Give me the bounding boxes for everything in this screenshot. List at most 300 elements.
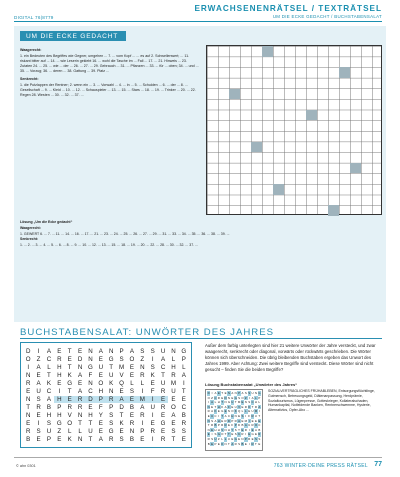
letter-cell[interactable]: S	[36, 427, 41, 435]
letter-cell[interactable]: E	[98, 371, 103, 379]
footer-copyright: © ahn 0301	[16, 464, 36, 468]
letter-cell[interactable]: E	[171, 419, 176, 427]
letter-cell[interactable]: A	[98, 435, 103, 443]
solution-letter: K	[238, 432, 241, 437]
letter-cell[interactable]: E	[119, 427, 124, 435]
solution-letter: R	[224, 423, 227, 428]
letter-cell[interactable]: A	[77, 387, 83, 395]
letter-cell[interactable]: E	[77, 379, 83, 387]
solution-letter: I	[248, 418, 250, 423]
solution-letter: T	[221, 413, 224, 418]
solution-letter: I	[208, 400, 210, 405]
solution-letter: E	[217, 441, 220, 446]
letter-cell[interactable]: E	[77, 347, 83, 355]
solution-letter: I	[245, 413, 247, 418]
letter-cell[interactable]: A	[181, 371, 186, 379]
solution-letter: C	[214, 395, 217, 400]
letter-cell[interactable]: L	[182, 363, 186, 371]
letter-cell[interactable]: E	[158, 396, 168, 403]
solution-letter: T	[234, 400, 237, 405]
solution-letter: A	[214, 391, 217, 395]
solution-letter: E	[241, 418, 244, 423]
letter-cell[interactable]: U	[98, 363, 104, 371]
letter-cell[interactable]: T	[67, 387, 72, 395]
letter-cell[interactable]: G	[160, 419, 166, 427]
wordsearch-rule	[20, 338, 382, 339]
solution-letter: V	[221, 427, 224, 432]
solution-letter: E	[258, 418, 261, 423]
letter-cell[interactable]: C	[88, 387, 93, 395]
crossword-grid[interactable]	[206, 45, 382, 215]
solution-letter: K	[234, 409, 237, 414]
letter-cell[interactable]: G	[56, 419, 62, 427]
wordsearch-solution-title: Lösung Buchstabensalat „Unwörter des Jahres“	[205, 382, 298, 387]
letter-cell[interactable]: P	[46, 435, 51, 443]
solution-letter: E	[231, 436, 234, 441]
letter-cell[interactable]: I	[37, 419, 40, 427]
letter-cell[interactable]: B	[129, 435, 134, 443]
solution-letter: I	[218, 413, 220, 418]
letter-cell[interactable]: T	[88, 435, 93, 443]
letter-cell[interactable]: I	[27, 363, 30, 371]
grid-block	[350, 163, 361, 174]
letter-cell[interactable]: S	[181, 427, 186, 435]
solution-letter: T	[255, 441, 257, 446]
letter-cell[interactable]: N	[88, 379, 93, 387]
letter-cell[interactable]: L	[171, 355, 176, 363]
solution-letter: G	[234, 436, 237, 441]
letter-cell[interactable]: T	[119, 411, 124, 419]
wordsearch-solution-text: SOZIALVERTRÄGLICHES FRÜHABLEBEN, Entsorgungsflüchtlinge, Gutmensch, Betreuungsgeld, Diätenanpassung, Herdprämie, Sozialtourismus, Lügenpresse, Gotteskrieger, Kollateralschaden, Humankapital, Notleidende Banken, Rentnerschwemme, Hysterie, Alternativlos, Opfer-Abo ...	[268, 389, 375, 413]
solution-letter: T	[224, 432, 227, 437]
letter-cell[interactable]: E	[36, 371, 41, 379]
letter-cell[interactable]: A	[98, 347, 103, 355]
letter-cell[interactable]: O	[25, 355, 31, 363]
letter-cell[interactable]: E	[98, 419, 103, 427]
letter-cell[interactable]: K	[46, 379, 51, 387]
letter-cell[interactable]: R	[140, 411, 145, 419]
letter-cell[interactable]: P	[109, 403, 114, 411]
letter-cell[interactable]: E	[65, 396, 75, 403]
letter-cell[interactable]: C	[46, 387, 52, 395]
letter-cell[interactable]: H	[98, 387, 104, 395]
letter-cell[interactable]: E	[129, 411, 134, 419]
solution-letter: T	[221, 400, 224, 405]
letter-cell[interactable]: H	[88, 411, 93, 419]
letter-cell[interactable]: E	[160, 427, 166, 435]
letter-cell[interactable]: I	[151, 435, 154, 443]
letter-cell[interactable]: A	[160, 355, 166, 363]
letter-cell[interactable]: E	[36, 411, 41, 419]
letter-cell[interactable]: P	[57, 403, 62, 411]
solution-letter: E	[231, 432, 234, 437]
letter-cell[interactable]: E	[150, 379, 155, 387]
solution-letter: E	[258, 441, 261, 446]
letter-cell[interactable]: S	[109, 419, 114, 427]
letter-cell[interactable]: E	[98, 355, 103, 363]
solution-letter: S	[234, 427, 237, 432]
solution-letter: I	[258, 409, 260, 414]
letter-cell[interactable]: S	[171, 427, 176, 435]
letter-cell[interactable]: N	[108, 387, 114, 395]
solution-letter: D	[227, 418, 230, 423]
letter-cell[interactable]: T	[47, 371, 51, 379]
letter-cell[interactable]: P	[181, 355, 186, 363]
letter-cell[interactable]: E	[129, 371, 134, 379]
solution-letter: Y	[231, 427, 234, 432]
letter-cell[interactable]: P	[96, 396, 106, 403]
solution-letter: O	[254, 423, 258, 428]
solution-letter: G	[234, 395, 237, 400]
solution-letter: P	[217, 423, 220, 428]
solution-letter: U	[254, 413, 257, 418]
letter-cell[interactable]: A	[36, 363, 41, 371]
letter-cell[interactable]: O	[67, 419, 73, 427]
letter-cell[interactable]: E	[57, 379, 62, 387]
letter-cell[interactable]: Y	[98, 411, 103, 419]
letter-cell[interactable]: N	[25, 395, 31, 403]
letter-cell[interactable]: R	[150, 427, 155, 435]
letter-cell[interactable]: E	[129, 363, 134, 371]
letter-cell[interactable]: M	[170, 379, 177, 387]
solution-letter: S	[238, 441, 241, 446]
solution-letter: U	[234, 404, 237, 409]
solution-letter: C	[227, 413, 230, 418]
crossword-title: UM DIE ECKE GEDACHT	[20, 31, 126, 41]
letter-cell[interactable]: G	[108, 427, 114, 435]
letter-cell[interactable]: G	[181, 347, 187, 355]
solution-letter: R	[221, 423, 224, 428]
solution-letter: R	[251, 423, 254, 428]
letter-cell[interactable]: F	[98, 403, 103, 411]
wordsearch-row	[23, 371, 189, 379]
letter-cell[interactable]: D	[25, 347, 31, 355]
letter-cell[interactable]: H	[57, 411, 62, 419]
letter-cell[interactable]: T	[181, 387, 186, 395]
letter-cell[interactable]: A	[140, 403, 145, 411]
letter-cell[interactable]: U	[171, 387, 176, 395]
solution-letter: U	[211, 413, 214, 418]
letter-cell[interactable]: A	[36, 379, 41, 387]
across-clues: 1. ein Bedeuten des Begriffes wie Gegner, umgehen ... 7. ... vom Kopf ... ... es auf 2. Schwellenwert; ... 11. riskant bitter auf ... 14. ... wie Leserin geklebt 16. ... wohl die Tasche im ... Fall ... 17. ... 21. Hinweis ... 23. Zutaten 24. ... 25. ... wie ... der ... 26. ... 27. ... 29. Gebrauch ... 31. ... Pflanzen ... 33. ... für ... oben; 34. ... und ... 35. ... Vorzug; 36. ... deren ... 38. Gattung ... 39. Platz ...	[20, 54, 199, 73]
letter-cell[interactable]: E	[150, 419, 155, 427]
letter-cell[interactable]: R	[25, 379, 31, 387]
letter-cell[interactable]: G	[88, 363, 93, 371]
solution-across-heading: Waagerecht:	[20, 225, 41, 230]
letter-cell[interactable]: M	[118, 363, 125, 371]
solution-letter: E	[231, 395, 234, 400]
solution-letter: N	[207, 404, 210, 409]
letter-cell[interactable]: I	[58, 387, 61, 395]
letter-cell[interactable]: S	[140, 347, 145, 355]
letter-cell[interactable]: D	[85, 396, 95, 403]
letter-cell[interactable]: V	[67, 411, 72, 419]
letter-cell[interactable]: Q	[119, 379, 124, 387]
letter-cell[interactable]: I	[148, 396, 158, 403]
letter-cell[interactable]: N	[88, 347, 93, 355]
letter-cell[interactable]: U	[88, 427, 93, 435]
solution-letter: A	[238, 418, 241, 423]
letter-cell[interactable]: R	[140, 371, 145, 379]
letter-cell[interactable]: N	[140, 363, 145, 371]
solution-letter: A	[211, 400, 214, 405]
letter-cell[interactable]: U	[160, 379, 166, 387]
letter-cell[interactable]: A	[171, 411, 176, 419]
letter-cell[interactable]: K	[150, 371, 155, 379]
letter-cell[interactable]: E	[181, 395, 186, 403]
solution-letter: K	[221, 404, 224, 409]
solution-letter: I	[248, 427, 250, 432]
solution-letter: E	[254, 432, 257, 437]
letter-cell[interactable]: S	[150, 363, 155, 371]
letter-cell[interactable]: E	[140, 435, 145, 443]
letter-cell[interactable]: N	[77, 435, 83, 443]
letter-cell[interactable]: O	[98, 379, 104, 387]
letter-cell[interactable]: E	[26, 419, 31, 427]
solution-letter: G	[258, 391, 261, 395]
letter-cell[interactable]: I	[141, 387, 144, 395]
letter-cell[interactable]: E	[171, 395, 176, 403]
down-clues: 1. die Putzlappen der Rentner; 2. wenn ein ... 3. ... Vorwahl ... 4. ... in ... 5. ... Schulden ... 6. ... der ... 8. ... Gesellschaft ... 9. ... Kleid ... 10. ... 12. ... Schauspieler ... 13. ... 15. ... Stars ... 18. ... 19. ... Trinker ... 20. ... 22. Regen 28. Westen ... 30. ... 32. ... 37. ...	[20, 83, 196, 97]
solution-letter: T	[228, 432, 230, 437]
letter-cell[interactable]: D	[119, 403, 124, 411]
letter-cell[interactable]: I	[151, 355, 154, 363]
letter-cell[interactable]: F	[150, 387, 155, 395]
footer-rule	[14, 457, 382, 458]
letter-cell[interactable]: S	[119, 435, 124, 443]
letter-cell[interactable]: R	[67, 403, 72, 411]
letter-cell[interactable]: T	[88, 419, 93, 427]
letter-cell[interactable]: E	[127, 396, 137, 403]
letter-cell[interactable]: S	[109, 411, 114, 419]
letter-cell[interactable]: R	[129, 419, 135, 427]
letter-cell[interactable]: N	[25, 411, 31, 419]
solution-letter: R	[207, 409, 210, 414]
letter-cell[interactable]: R	[106, 396, 116, 403]
letter-cell[interactable]: N	[77, 363, 83, 371]
letter-cell[interactable]: A	[77, 371, 83, 379]
section-title: ERWACHSENENRÄTSEL / TEXTRÄTSEL	[194, 4, 382, 13]
letter-cell[interactable]: F	[88, 371, 93, 379]
letter-cell[interactable]: T	[109, 363, 114, 371]
letter-cell[interactable]: T	[67, 347, 72, 355]
solution-letter: K	[221, 441, 224, 446]
letter-cell[interactable]: N	[77, 411, 83, 419]
letter-cell[interactable]: D	[77, 355, 83, 363]
solution-letter: E	[211, 427, 214, 432]
letter-cell[interactable]: L	[78, 427, 82, 435]
letter-cell[interactable]: E	[57, 435, 62, 443]
solution-letter: N	[241, 436, 244, 441]
letter-cell[interactable]: T	[171, 435, 176, 443]
solution-letter: U	[248, 423, 251, 428]
crossword-clues	[20, 48, 200, 101]
solution-letter: E	[241, 404, 244, 409]
solution-letter: H	[254, 400, 257, 405]
letter-cell[interactable]: K	[67, 435, 72, 443]
letter-cell[interactable]: E	[88, 403, 93, 411]
letter-cell[interactable]: N	[25, 371, 31, 379]
letter-cell[interactable]: L	[130, 379, 134, 387]
letter-cell[interactable]: B	[181, 411, 186, 419]
letter-cell[interactable]: S	[36, 395, 41, 403]
solution-letter: E	[207, 432, 210, 437]
letter-cell[interactable]: Z	[36, 355, 41, 363]
solution-letter: E	[231, 404, 234, 409]
letter-cell[interactable]: H	[54, 396, 64, 403]
letter-cell[interactable]: O	[171, 403, 176, 411]
solution-letter: R	[234, 441, 237, 446]
solution-letter: R	[258, 432, 261, 437]
letter-cell[interactable]: U	[160, 347, 166, 355]
letter-cell[interactable]: E	[98, 427, 103, 435]
letter-cell[interactable]: P	[140, 427, 145, 435]
letter-cell[interactable]: R	[75, 396, 85, 403]
letter-cell[interactable]: B	[46, 403, 51, 411]
solution-letter: E	[217, 409, 220, 414]
letter-cell[interactable]: Z	[57, 427, 62, 435]
letter-cell[interactable]: R	[108, 435, 114, 443]
letter-cell[interactable]: G	[108, 355, 114, 363]
solution-letter: E	[217, 391, 220, 395]
letter-cell[interactable]: K	[109, 379, 114, 387]
solution-letter: B	[207, 441, 210, 446]
letter-cell[interactable]: B	[26, 435, 31, 443]
letter-cell[interactable]: U	[46, 427, 52, 435]
solution-letter: A	[214, 418, 217, 423]
letter-cell[interactable]: R	[171, 371, 176, 379]
letter-cell[interactable]: R	[57, 355, 62, 363]
letter-cell[interactable]: T	[67, 363, 72, 371]
wordsearch-title: BUCHSTABENSALAT: UNWÖRTER DES JAHRES	[20, 327, 275, 338]
letter-cell[interactable]: I	[141, 419, 144, 427]
letter-cell[interactable]: G	[67, 379, 73, 387]
letter-cell[interactable]: L	[47, 363, 51, 371]
letter-cell[interactable]: K	[67, 371, 72, 379]
letter-cell[interactable]: H	[57, 371, 62, 379]
solution-letter: A	[231, 441, 234, 446]
letter-cell[interactable]: E	[160, 411, 166, 419]
solution-letter: E	[224, 391, 227, 395]
letter-cell[interactable]: T	[78, 419, 82, 427]
letter-cell[interactable]: E	[36, 435, 41, 443]
letter-cell[interactable]: B	[129, 403, 134, 411]
letter-cell[interactable]: M	[137, 396, 147, 403]
letter-cell[interactable]: A	[129, 347, 134, 355]
letter-cell[interactable]: R	[25, 427, 31, 435]
letter-cell[interactable]: T	[161, 371, 165, 379]
letter-cell[interactable]: R	[36, 403, 41, 411]
letter-cell[interactable]: E	[181, 435, 186, 443]
letter-cell[interactable]: L	[67, 427, 72, 435]
section-subtitle: UM DIE ECKE GEDACHT / BUCHSTABENSALAT	[272, 14, 382, 19]
letter-cell[interactable]: A	[46, 395, 51, 403]
letter-cell[interactable]: I	[182, 379, 185, 387]
letter-cell[interactable]: N	[108, 347, 114, 355]
solution-letter: L	[224, 436, 227, 441]
wordsearch-row	[23, 355, 189, 363]
letter-cell[interactable]: U	[150, 403, 155, 411]
letter-cell[interactable]: N	[129, 427, 135, 435]
solution-letter: C	[251, 400, 254, 405]
solution-letter: C	[214, 413, 217, 418]
letter-cell[interactable]: U	[108, 371, 114, 379]
solution-letter: E	[241, 427, 244, 432]
solution-letter: H	[217, 427, 220, 432]
grid-block	[273, 184, 284, 195]
solution-letter: E	[221, 395, 224, 400]
letter-cell[interactable]: R	[160, 435, 166, 443]
letter-cell[interactable]: S	[150, 347, 155, 355]
solution-letter: S	[241, 413, 244, 418]
letter-cell[interactable]: C	[160, 363, 166, 371]
letter-cell[interactable]: I	[151, 411, 154, 419]
header-rule	[14, 21, 382, 22]
letter-cell[interactable]: E	[67, 355, 72, 363]
solution-letter: U	[214, 436, 217, 441]
letter-cell[interactable]: E	[119, 387, 124, 395]
letter-cell[interactable]: Z	[140, 355, 145, 363]
solution-title: Lösung „Um die Ecke gedacht“	[20, 220, 73, 224]
letter-cell[interactable]: V	[119, 371, 124, 379]
letter-cell[interactable]: U	[36, 387, 41, 395]
solution-letter: A	[231, 391, 234, 395]
solution-letter: L	[241, 409, 244, 414]
solution-letter: R	[251, 413, 254, 418]
letter-cell[interactable]: K	[119, 419, 124, 427]
letter-cell[interactable]: C	[181, 403, 187, 411]
down-heading: Senkrecht:	[20, 77, 39, 81]
letter-cell[interactable]: E	[26, 387, 31, 395]
letter-cell[interactable]: C	[46, 355, 52, 363]
letter-cell[interactable]: N	[88, 355, 93, 363]
solution-letter: D	[224, 395, 227, 400]
letter-cell[interactable]: P	[119, 347, 124, 355]
wordsearch-grid[interactable]	[20, 342, 192, 448]
letter-cell[interactable]: H	[46, 411, 52, 419]
letter-cell[interactable]: I	[37, 347, 40, 355]
letter-cell[interactable]: R	[160, 387, 166, 395]
letter-cell[interactable]: N	[171, 347, 176, 355]
solution-letter: N	[224, 427, 227, 432]
letter-cell[interactable]: L	[140, 379, 145, 387]
letter-cell[interactable]: H	[171, 363, 176, 371]
solution-letter: G	[251, 432, 254, 437]
solution-letter: B	[214, 423, 217, 428]
letter-cell[interactable]: E	[57, 347, 62, 355]
letter-cell[interactable]: S	[119, 355, 124, 363]
letter-cell[interactable]: T	[26, 403, 31, 411]
solution-letter: E	[248, 409, 251, 414]
letter-cell[interactable]: R	[160, 403, 166, 411]
solution-letter: P	[231, 418, 234, 423]
solution-letter: M	[254, 409, 258, 414]
letter-cell[interactable]: R	[77, 403, 83, 411]
solution-letter: E	[238, 436, 241, 441]
letter-cell[interactable]: R	[181, 419, 187, 427]
letter-cell[interactable]: A	[116, 396, 126, 403]
solution-letter: T	[251, 404, 254, 409]
solution-letter: L	[258, 400, 261, 405]
letter-cell[interactable]: A	[46, 347, 51, 355]
letter-cell[interactable]: S	[129, 387, 134, 395]
solution-letter: E	[221, 418, 224, 423]
letter-cell[interactable]: H	[57, 363, 62, 371]
solution-letter: I	[248, 441, 250, 446]
letter-cell[interactable]: O	[129, 355, 135, 363]
solution-letter: N	[224, 441, 227, 446]
letter-cell[interactable]: S	[46, 419, 51, 427]
